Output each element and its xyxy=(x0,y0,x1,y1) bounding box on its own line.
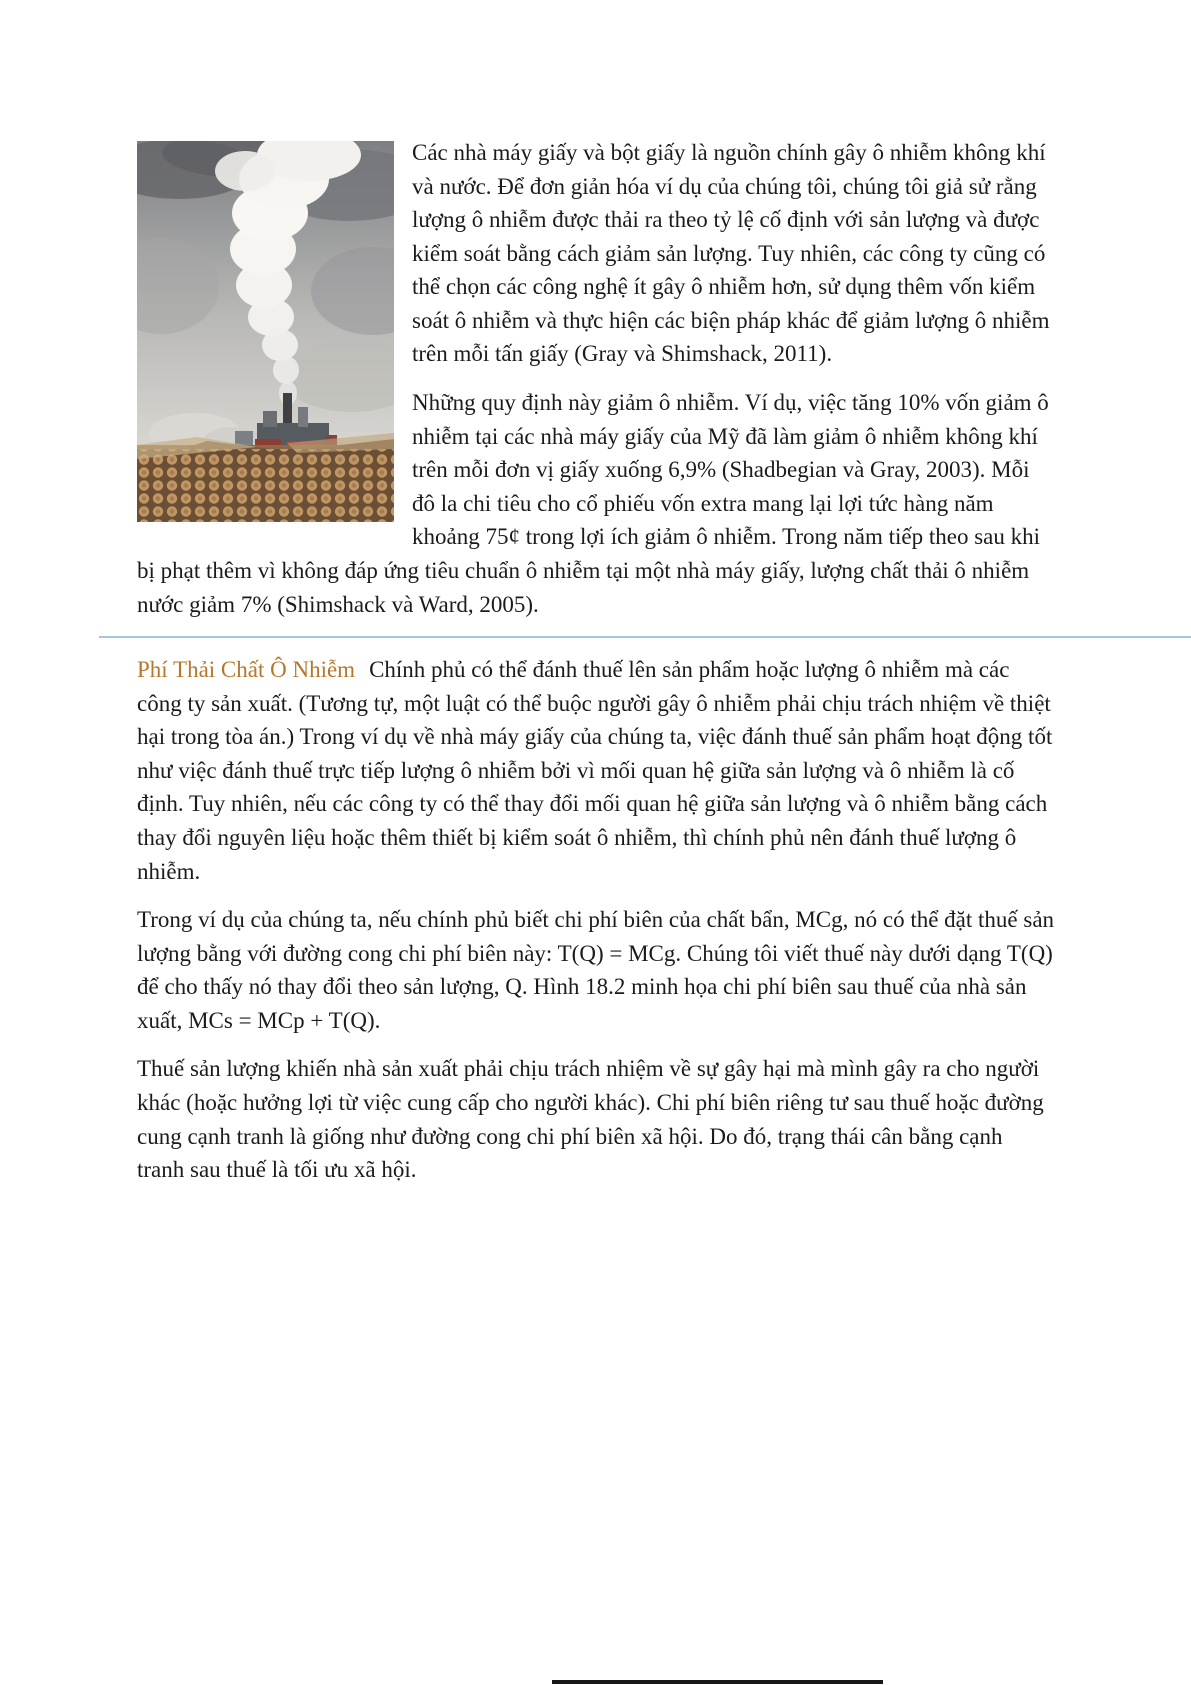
paragraph-4: Trong ví dụ của chúng ta, nếu chính phủ biết chi phí biên của chất bẩn, MCg, nó có thể đặt thuế sản lượng bằng với đường cong chi phí biên này: T(Q) = MCg. Chúng tôi viết thuế này dưới dạng T(Q) để cho thấy nó thay đổi theo sản lượng, Q. Hình 18.2 minh họa chi phí biên sau thuế của nhà sản xuất, MCs = MCp + T(Q). xyxy=(137,907,1055,1033)
section-divider xyxy=(99,636,1191,638)
paper-mill-photo xyxy=(137,141,394,522)
section-heading: Phí Thải Chất Ô Nhiễm xyxy=(137,657,356,683)
paper-mill-illustration xyxy=(137,141,394,522)
paragraph-3 xyxy=(137,653,1055,888)
paragraph-5: Thuế sản lượng khiến nhà sản xuất phải chịu trách nhiệm về sự gây hại mà mình gây ra cho người khác (hoặc hưởng lợi từ việc cung cấp cho người khác). Chi phí biên riêng tư sau thuế hoặc đường cung cạnh tranh là giống như đường cong chi phí biên xã hội. Do đó, trạng thái cân bằng cạnh tranh sau thuế là tối ưu xã hội. xyxy=(137,1056,1044,1183)
paragraph-3-text: Chính phủ có thể đánh thuế lên sản phẩm hoặc lượng ô nhiễm mà các công ty sản xuất. (Tương tự, một luật có thể buộc người gây ô nhiễm phải chịu trách nhiệm về thiệt hại trong tòa án.) Trong ví dụ về nhà máy giấy của chúng ta, việc đánh thuế sản phẩm hoạt động tốt như việc đánh thuế trực tiếp lượng ô nhiễm bởi vì mối quan hệ giữa sản lượng và ô nhiễm là cố định. Tuy nhiên, nếu các công ty có thể thay đổi mối quan hệ giữa sản lượng và ô nhiễm bằng cách thay đổi nguyên liệu hoặc thêm thiết bị kiểm soát ô nhiễm, thì chính phủ nên đánh thuế lượng ô nhiễm. xyxy=(137,657,1053,884)
paragraph-1: Các nhà máy giấy và bột giấy là nguồn chính gây ô nhiễm không khí và nước. Để đơn giản hóa ví dụ của chúng tôi, chúng tôi giả sử rằng lượng ô nhiễm được thải ra theo tỷ lệ cố định với sản lượng và được kiểm soát bằng cách giảm sản lượng. Tuy nhiên, các công ty cũng có thể chọn các công nghệ ít gây ô nhiễm hơn, sử dụng thêm vốn kiểm soát ô nhiễm và thực hiện các biện pháp khác để giảm lượng ô nhiễm trên mỗi tấn giấy (Gray và Shimshack, 2011). xyxy=(412,140,1050,367)
paragraph-2: Những quy định này giảm ô nhiễm. Ví dụ, việc tăng 10% vốn giảm ô nhiễm tại các nhà máy giấy của Mỹ đã làm giảm ô nhiễm không khí trên mỗi đơn vị giấy xuống 6,9% (Shadbegian và Gray, 2003). Mỗi đô la chi tiêu cho cổ phiếu vốn extra mang lại lợi tức hàng năm khoảng 75¢ trong lợi ích giảm ô nhiễm. Trong năm tiếp theo sau khi bị phạt thêm vì không đáp ứng tiêu chuẩn ô nhiễm tại một nhà máy giấy, lượng chất thải ô nhiễm nước giảm 7% (Shimshack và Ward, 2005). xyxy=(137,390,1049,617)
page-bottom-artifact xyxy=(552,1680,883,1684)
